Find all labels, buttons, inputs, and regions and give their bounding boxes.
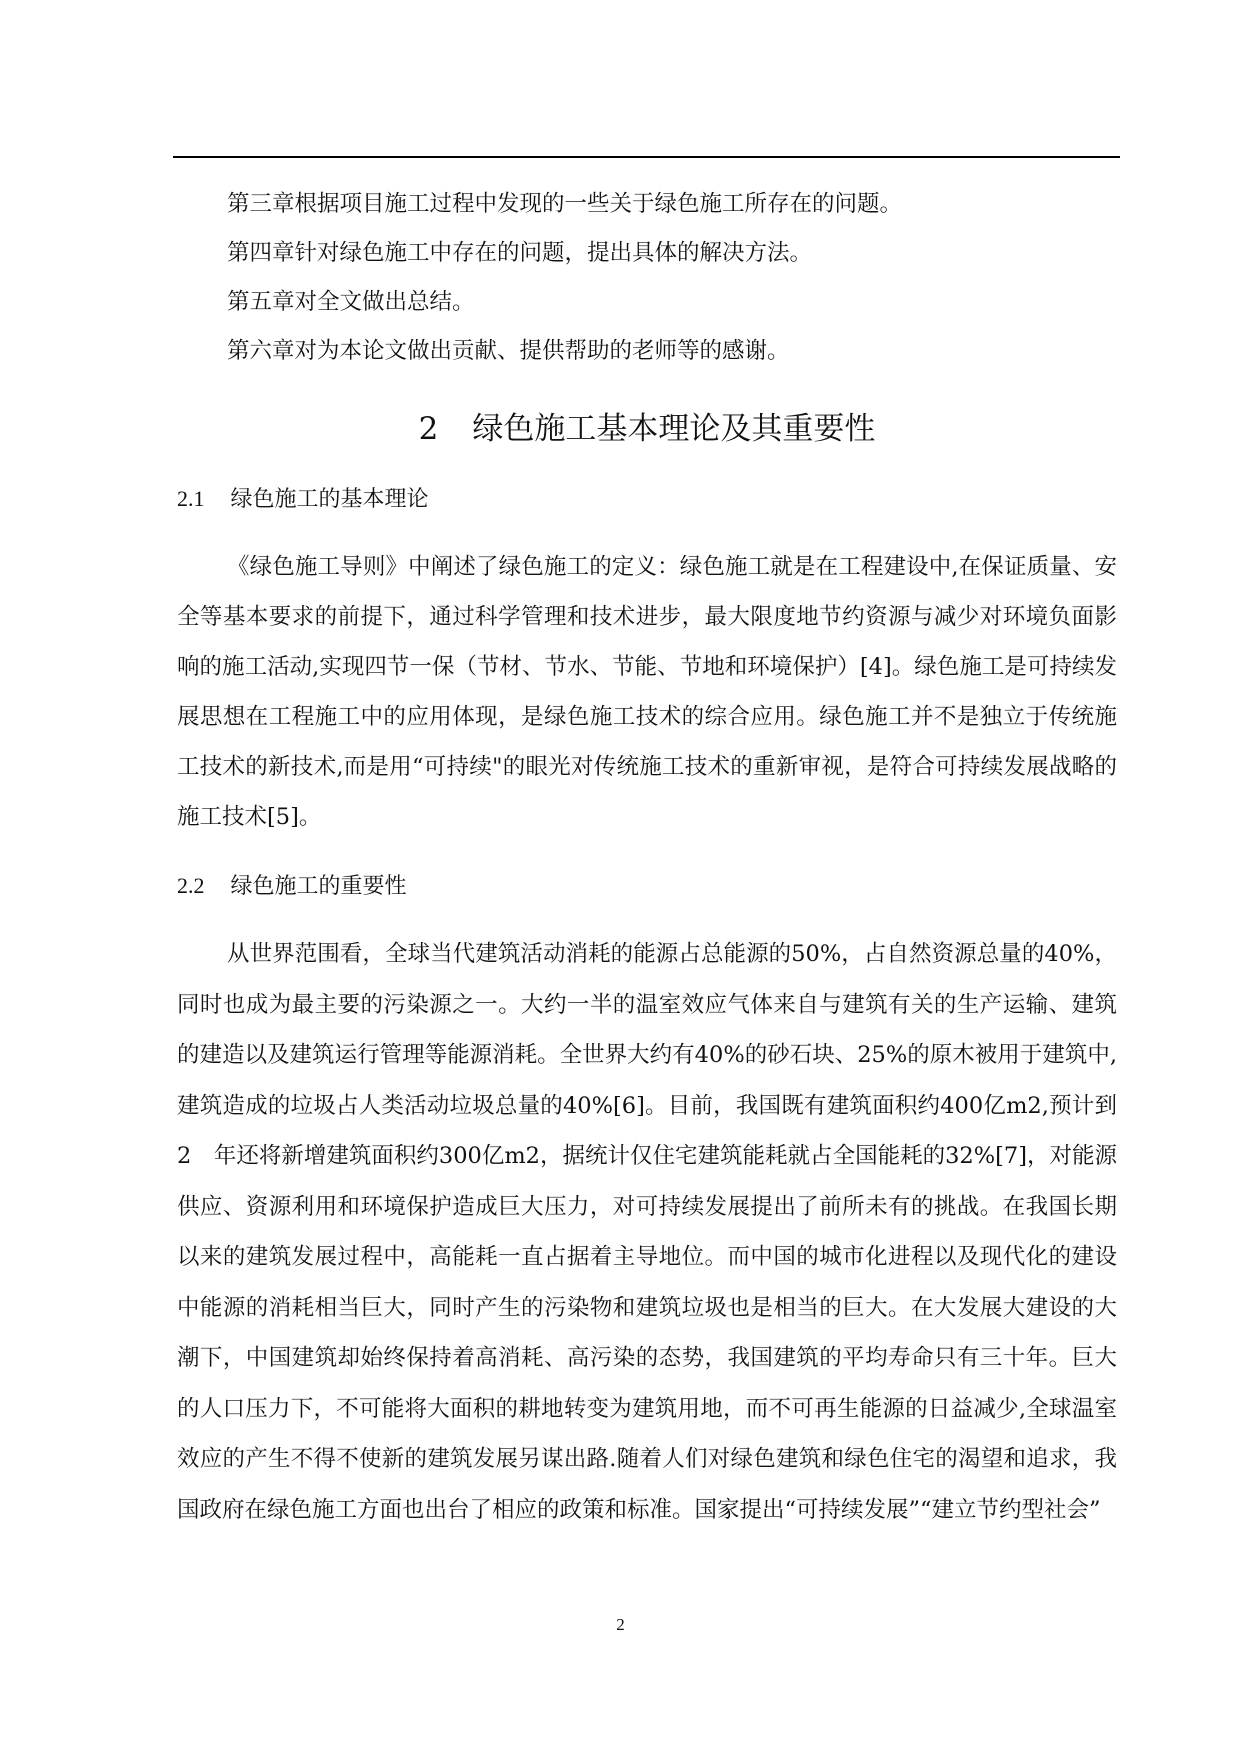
chapter-number: 2 — [418, 411, 439, 447]
section-title: 绿色施工的基本理论 — [230, 487, 429, 512]
page-number: 2 — [616, 1615, 625, 1634]
section-heading-2-2 — [177, 868, 1117, 905]
section-number: 2.2 — [177, 873, 205, 898]
header-rule — [173, 156, 1120, 158]
intro-line: 第五章对全文做出总结。 — [227, 289, 475, 315]
intro-line: 第六章对为本论文做出贡献、提供帮助的老师等的感谢。 — [227, 338, 790, 364]
intro-paragraphs — [177, 180, 1117, 376]
section-number: 2.1 — [177, 486, 205, 511]
intro-line: 第三章根据项目施工过程中发现的一些关于绿色施工所存在的问题。 — [227, 191, 903, 217]
section-heading-2-1 — [177, 481, 1117, 518]
section-2-1-paragraph: 《绿色施工导则》中阐述了绿色施工的定义：绿色施工就是在工程建设中,在保证质量、安全等基本要求的前提下，通过科学管理和技术进步，最大限度地节约资源与减少对环境负面影响的施工活动,实现四节一保（节材、节水、节能、节地和环境保护）[4]。绿色施工是可持续发展思想在工程施工中的应用体现，是绿色施工技术的综合应用。绿色施工并不是独立于传统施工技术的新技术,而是用“可持续"的眼光对传统施工技术的重新审视，是符合可持续发展战略的施工技术[5]。 — [177, 554, 1117, 830]
intro-line: 第四章针对绿色施工中存在的问题，提出具体的解决方法。 — [227, 240, 813, 266]
chapter-title — [177, 402, 1117, 456]
page-content — [177, 180, 1117, 1535]
section-2-2-paragraph: 从世界范围看，全球当代建筑活动消耗的能源占总能源的50%，占自然资源总量的40%，同时也成为最主要的污染源之一。大约一半的温室效应气体来自与建筑有关的生产运输、建筑的建造以及建筑运行管理等能源消耗。全世界大约有40%的砂石块、25%的原木被用于建筑中,建筑造成的垃圾占人类活动垃圾总量的40%[6]。目前，我国既有建筑面积约400亿m2,预计到2 年还将新增建筑面积约300亿m2，据统计仅住宅建筑能耗就占全国能耗的32%[7]，对能源供应、资源利用和环境保护造成巨大压力，对可持续发展提出了前所未有的挑战。在我国长期以来的建筑发展过程中，高能耗一直占据着主导地位。而中国的城市化进程以及现代化的建设中能源的消耗相当巨大，同时产生的污染物和建筑垃圾也是相当的巨大。在大发展大建设的大潮下，中国建筑却始终保持着高消耗、高污染的态势，我国建筑的平均寿命只有三十年。巨大的人口压力下，不可能将大面积的耕地转变为建筑用地，而不可再生能源的日益减少,全球温室效应的产生不得不使新的建筑发展另谋出路.随着人们对绿色建筑和绿色住宅的渴望和追求，我国政府在绿色施工方面也出台了相应的政策和标准。国家提出“可持续发展”“建立节约型社会” — [177, 941, 1117, 1523]
section-title: 绿色施工的重要性 — [230, 874, 407, 899]
chapter-title-text: 绿色施工基本理论及其重要性 — [472, 411, 876, 447]
